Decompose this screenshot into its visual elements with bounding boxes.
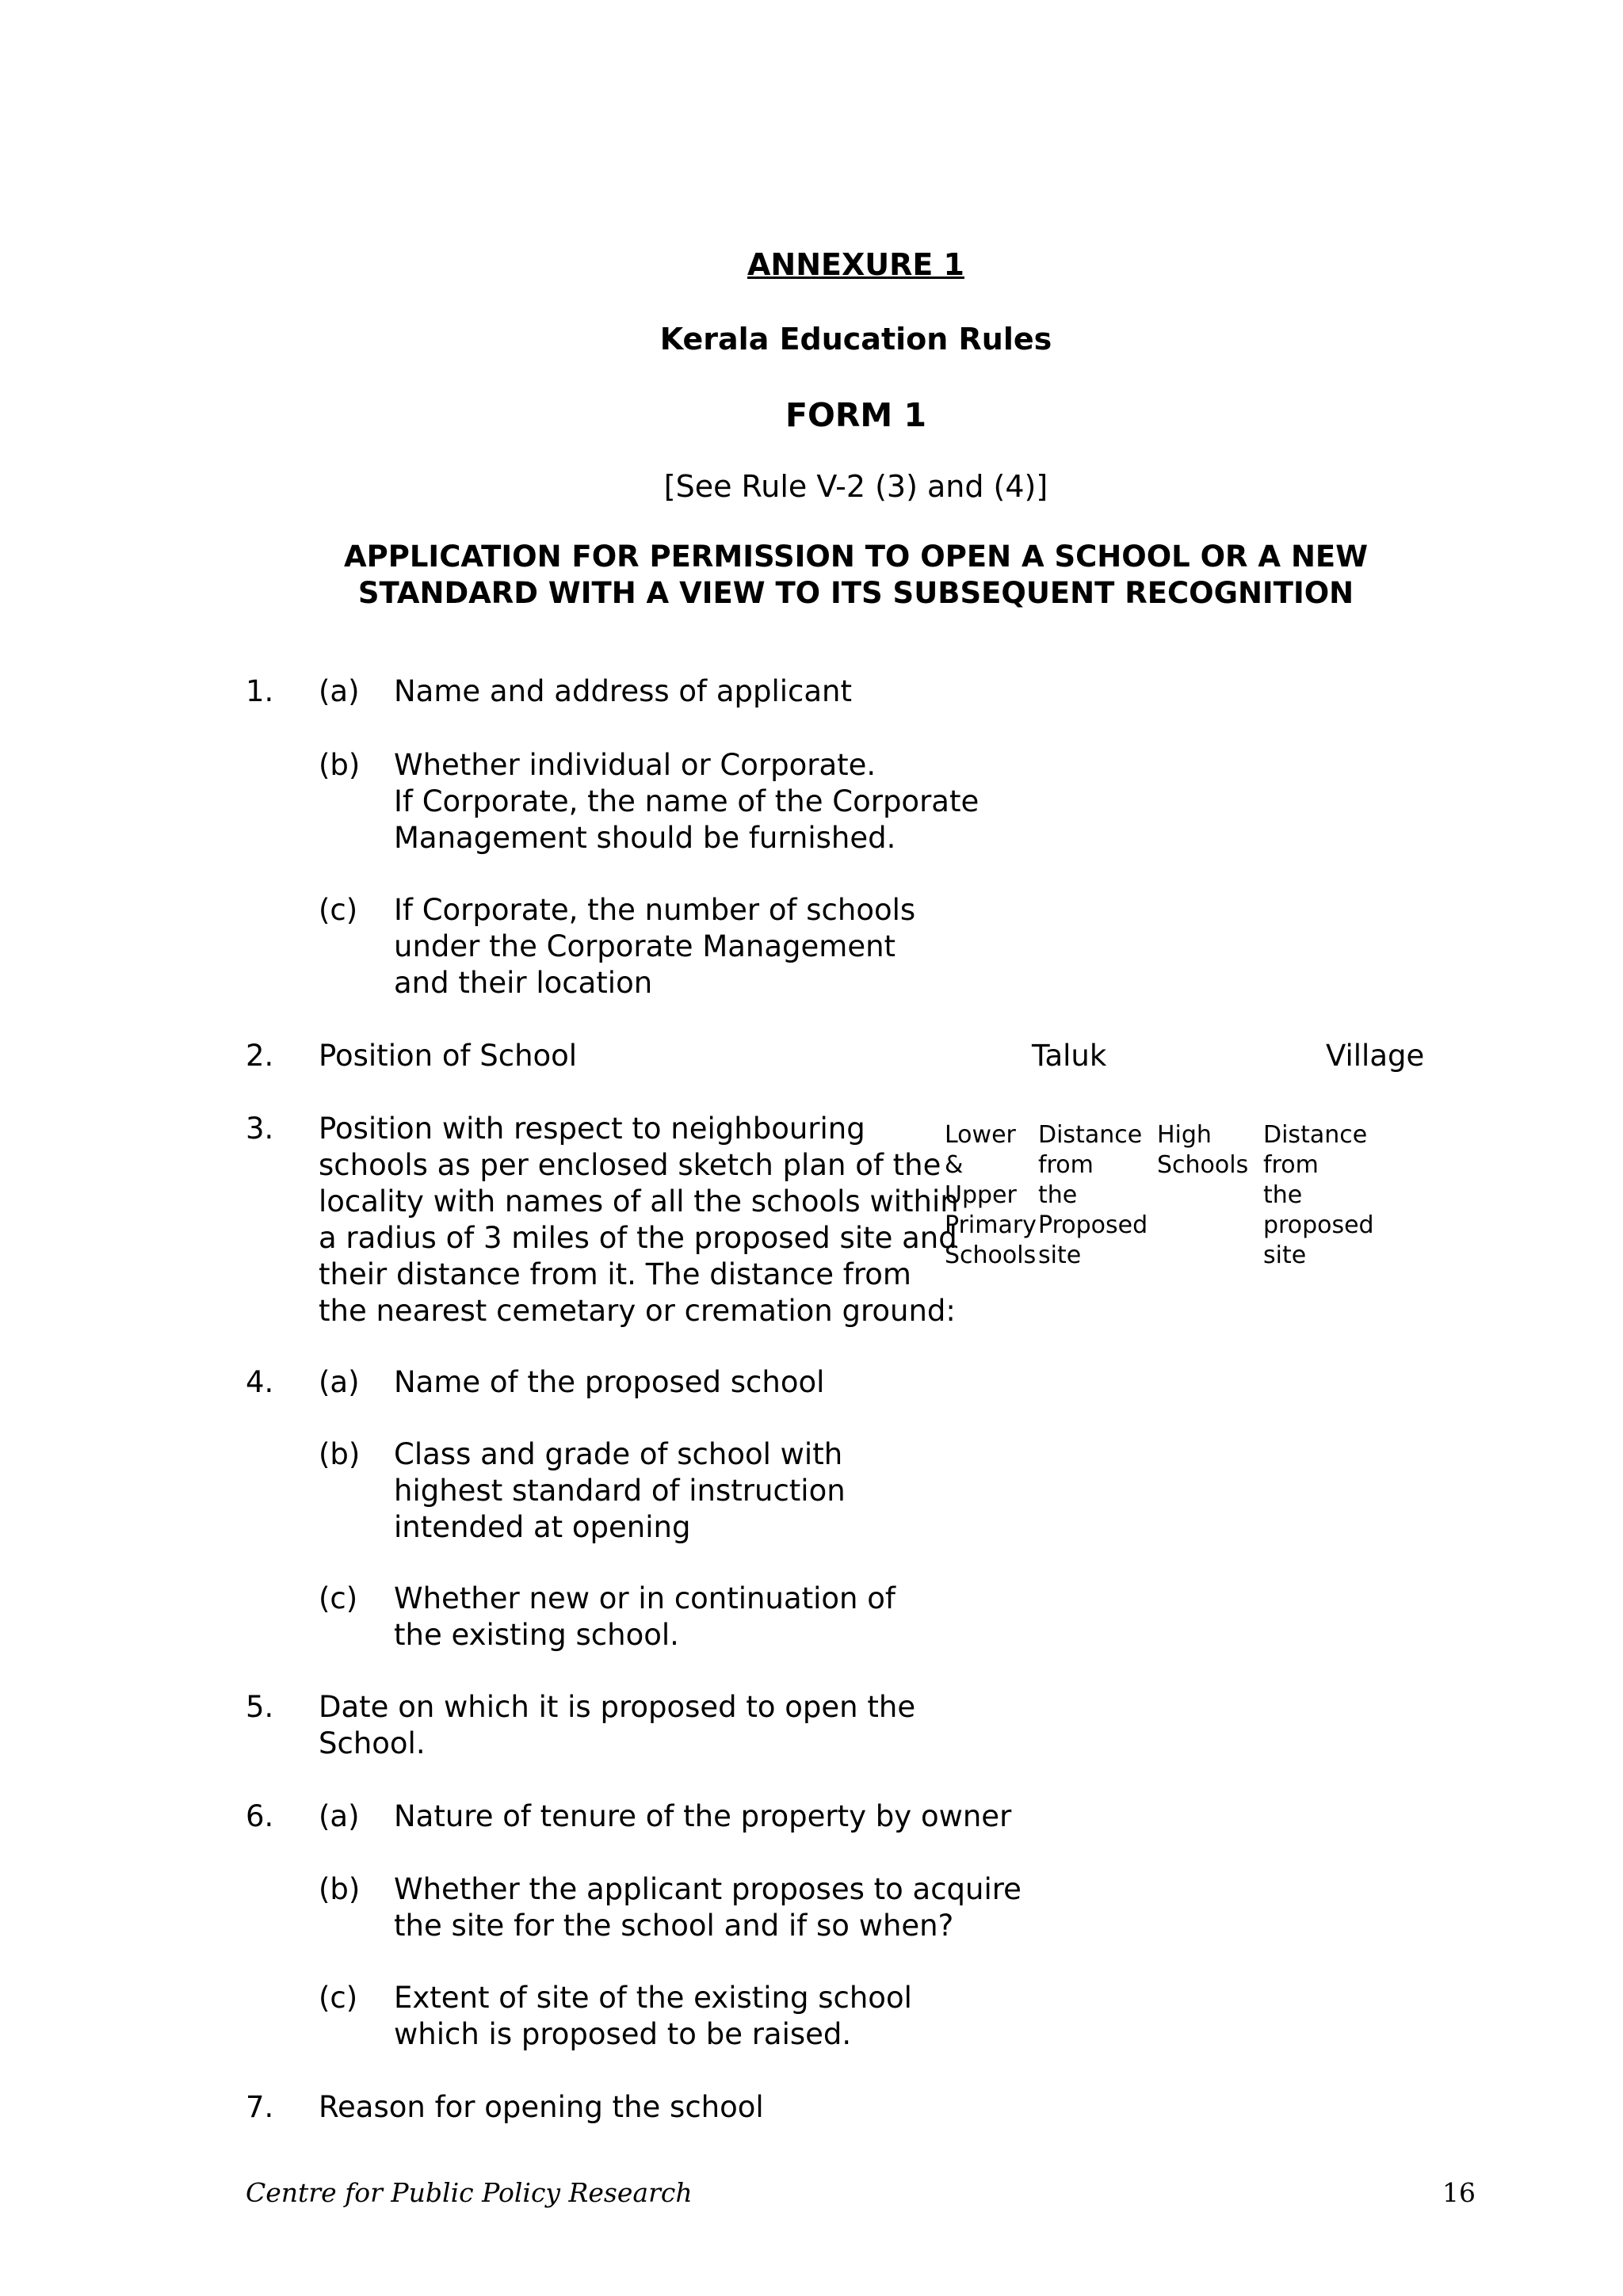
page-number: 16 xyxy=(1442,2177,1476,2208)
rules-heading: Kerala Education Rules xyxy=(659,322,1052,357)
item-text: Nature of tenure of the property by owner xyxy=(394,1799,1012,1833)
sub-label: (a) xyxy=(319,674,360,708)
sub-label: (c) xyxy=(319,1981,358,2015)
column-header-distance: Distance from the proposed site xyxy=(1263,1121,1374,1269)
sub-label: (c) xyxy=(319,893,358,927)
item-text: Extent of site of the existing school which is proposed to be raised. xyxy=(394,1981,912,2051)
see-rule: [See Rule V-2 (3) and (4)] xyxy=(663,469,1048,504)
item-text: Class and grade of school with highest standard of instruction intended at opening xyxy=(394,1437,846,1544)
item-number: 7. xyxy=(246,2090,274,2124)
annexure-heading: ANNEXURE 1 xyxy=(747,247,964,282)
item-number: 3. xyxy=(246,1112,274,1146)
sub-label: (b) xyxy=(319,1872,361,1906)
item-number: 5. xyxy=(246,1690,274,1724)
item-text: Whether the applicant proposes to acquire the site for the school and if so when? xyxy=(394,1872,1022,1943)
item-text: If Corporate, the number of schools under the Corporate Management and their location xyxy=(394,893,916,1000)
item-text: Name of the proposed school xyxy=(394,1365,825,1399)
form-heading: FORM 1 xyxy=(785,396,927,434)
village-label: Village xyxy=(1326,1039,1425,1073)
item-text: Position with respect to neighbouring schools as per enclosed sketch plan of the locality with names of all the schools within a radius of 3 miles of the proposed site and their distance from it. The distance from the nearest cemetary or cremation ground: xyxy=(319,1112,959,1328)
sub-label: (a) xyxy=(319,1365,360,1399)
item-number: 6. xyxy=(246,1799,274,1833)
sub-label: (c) xyxy=(319,1581,358,1615)
item-text: Whether new or in continuation of the existing school. xyxy=(394,1581,896,1652)
application-title xyxy=(0,539,1623,612)
sub-label: (a) xyxy=(319,1799,360,1833)
sub-label: (b) xyxy=(319,1437,361,1471)
title-line: STANDARD WITH A VIEW TO ITS SUBSEQUENT RECOGNITION xyxy=(357,576,1354,610)
column-header-high-schools: High Schools xyxy=(1157,1121,1249,1179)
taluk-label: Taluk xyxy=(1032,1039,1107,1073)
item-text: Name and address of applicant xyxy=(394,674,853,708)
item-number: 4. xyxy=(246,1365,274,1399)
item-number: 2. xyxy=(246,1039,274,1073)
column-header-lower-upper-primary: Lower & Upper Primary Schools xyxy=(945,1121,1037,1269)
item-number: 1. xyxy=(246,674,274,708)
item-text: Reason for opening the school xyxy=(319,2090,764,2124)
item-text: Date on which it is proposed to open the School. xyxy=(319,1690,916,1760)
item-text: Position of School xyxy=(319,1039,578,1073)
column-header-distance: Distance from the Proposed site xyxy=(1038,1121,1148,1269)
item-text: Whether individual or Corporate. If Corporate, the name of the Corporate Management should be furnished. xyxy=(394,748,980,855)
title-line: APPLICATION FOR PERMISSION TO OPEN A SCHOOL OR A NEW xyxy=(343,540,1369,574)
footer-organization: Centre for Public Policy Research xyxy=(246,2177,693,2208)
sub-label: (b) xyxy=(319,748,361,782)
